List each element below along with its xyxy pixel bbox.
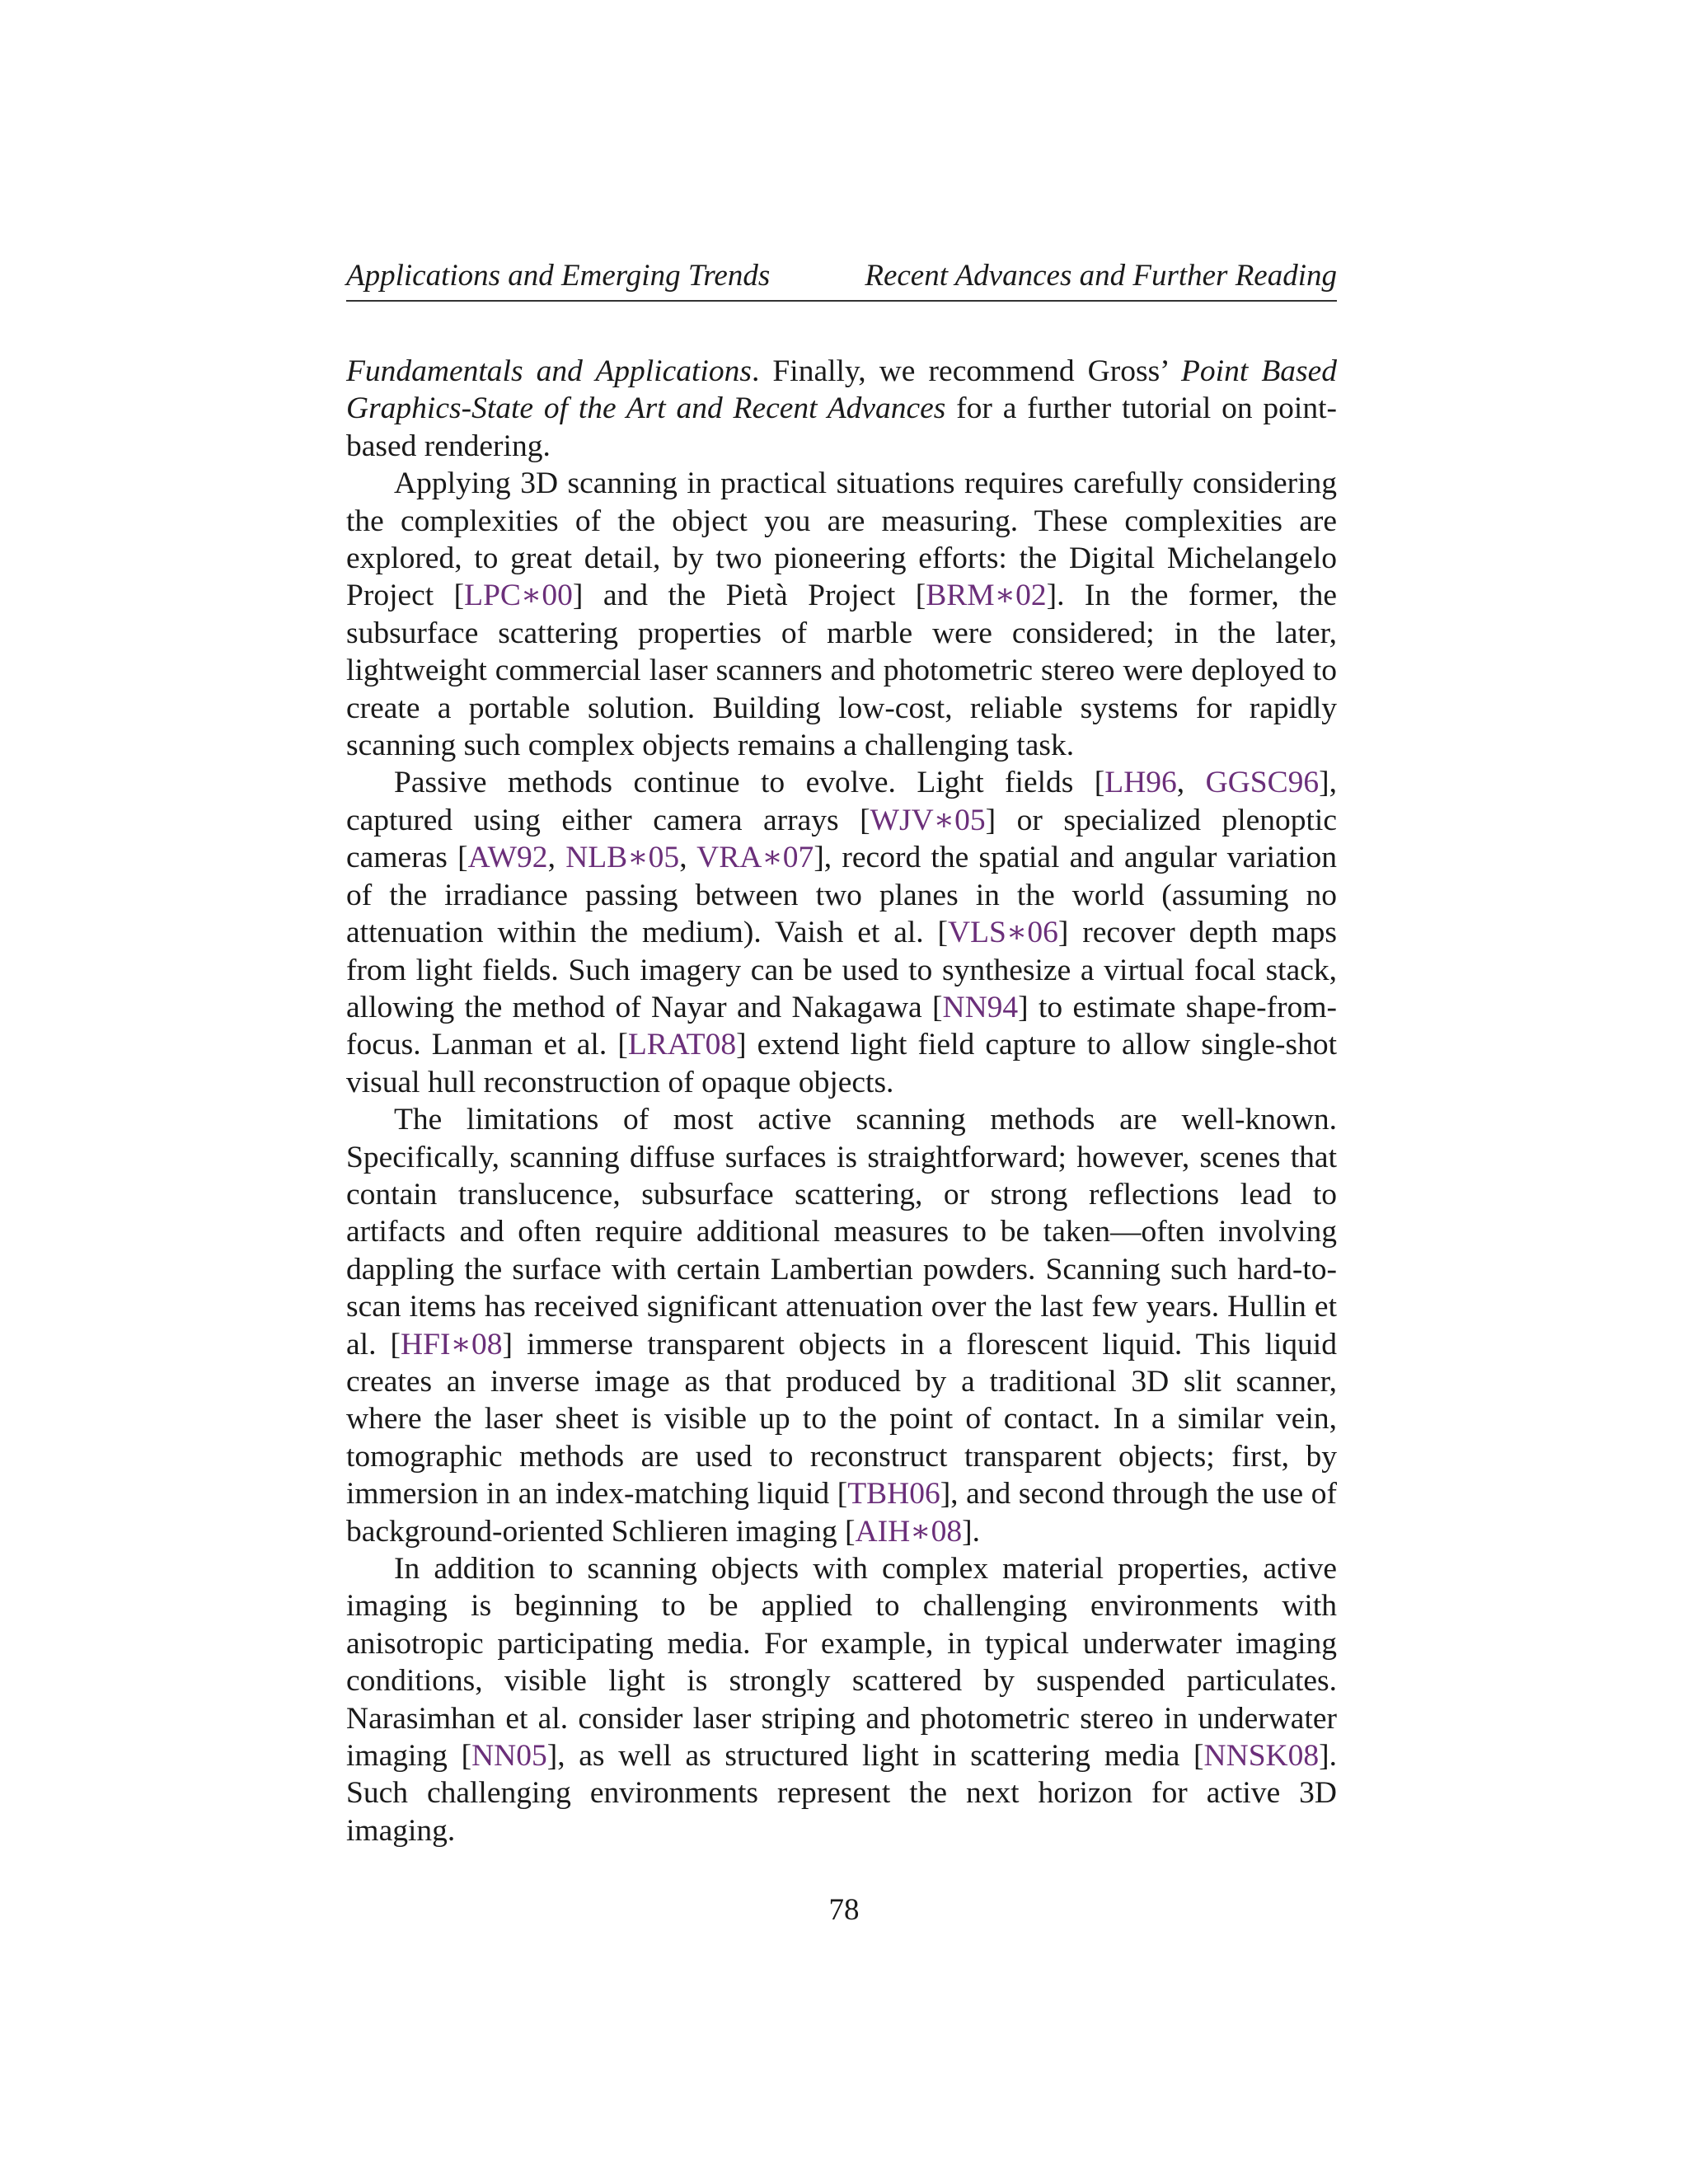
citation-link[interactable]: HFI∗08 xyxy=(401,1327,503,1361)
text-run: Passive methods continue to evolve. Light fields [ xyxy=(394,766,1105,800)
citation-link[interactable]: BRM∗02 xyxy=(926,579,1047,613)
text-run: ] or specialized plenoptic cameras [ xyxy=(346,803,1337,875)
page xyxy=(346,255,1337,1849)
text-run: for a further tutorial on point-based rendering. xyxy=(346,391,1337,463)
citation-link[interactable]: NN05 xyxy=(471,1739,547,1774)
text-run: ], as well as structured light in scattering media [ xyxy=(546,1739,1204,1774)
running-header xyxy=(346,255,1337,302)
text-run: ] extend light field capture to allow single-shot visual hull reconstruction of opaque objects. xyxy=(346,1028,1337,1099)
citation-link[interactable]: VLS∗06 xyxy=(948,916,1058,950)
text-run: In addition to scanning objects with complex material properties, active imaging is beginning to be applied to challenging environments with anisotropic participating media. For example, in typical underwater imaging conditions, visible light is strongly scattered by suspended particulates. Narasimhan et al. consider laser striping and photometric stereo in underwater imaging [ xyxy=(346,1552,1337,1774)
text-run: ] to estimate shape-from-focus. Lanman et al. [ xyxy=(346,990,1337,1062)
text-run: ]. xyxy=(962,1514,981,1549)
citation-link[interactable]: NNSK08 xyxy=(1203,1739,1320,1774)
text-run: , xyxy=(1176,766,1206,800)
text-run: . Finally, we recommend Gross’ xyxy=(751,354,1181,388)
text-run: ] immerse transparent objects in a florescent liquid. This liquid creates an inverse image as that produced by a traditional 3D slit scanner, where the laser sheet is visible up to the point of contact. In a similar vein, tomographic methods are used to reconstruct transparent objects; first, by immersion in an index-matching liquid [ xyxy=(346,1327,1337,1511)
text-run: ]. Such challenging environments represent the next horizon for active 3D imaging. xyxy=(346,1739,1338,1848)
text-run: ], record the spatial and angular variation of the irradiance passing between two planes in the world (assuming no attenuation within the medium). Vaish et al. [ xyxy=(346,841,1338,950)
text-run: Applying 3D scanning in practical situations requires carefully considering the complexities of the object you are measuring. These complexities are explored, to great detail, by two pioneering efforts: the Digital Michelangelo Project [ xyxy=(346,466,1337,613)
citation-link[interactable]: GGSC96 xyxy=(1205,766,1320,800)
citation-link[interactable]: AIH∗08 xyxy=(855,1514,963,1549)
citation-link[interactable]: WJV∗05 xyxy=(870,803,986,837)
text-run: , xyxy=(547,841,566,875)
paragraph-1 xyxy=(346,353,1337,465)
paragraph-2 xyxy=(346,465,1337,764)
text-run: ] recover depth maps from light fields. Such imagery can be used to synthesize a virtual focal stack, allowing the method of Nayar and Nakagawa [ xyxy=(346,916,1337,1024)
citation-link[interactable]: TBH06 xyxy=(847,1477,940,1511)
italic-title: Fundamentals and Applications xyxy=(346,354,752,388)
text-run: The limitations of most active scanning methods are well-known. Specifically, scanning diffuse surfaces is straightforward; however, scenes that contain translucence, subsurface scattering, or strong reflections lead to artifacts and often require additional measures to be taken—often involving dappling the surface with certain Lambertian powders. Scanning such hard-to-scan items has received significant attenuation over the last few years. Hullin et al. [ xyxy=(346,1103,1337,1361)
text-run: ]. In the former, the subsurface scattering properties of marble were considered; in the later, lightweight commercial laser scanners and photometric stereo were deployed to create a portable solution. Building low-cost, reliable systems for rapidly scanning such complex objects remains a challenging task. xyxy=(346,579,1337,763)
citation-link[interactable]: VRA∗07 xyxy=(696,841,814,875)
citation-link[interactable]: NN94 xyxy=(942,990,1019,1024)
body-text xyxy=(346,353,1337,1849)
text-run: ] and the Pietà Project [ xyxy=(572,579,926,613)
citation-link[interactable]: LH96 xyxy=(1104,766,1177,800)
paragraph-5 xyxy=(346,1550,1337,1849)
italic-title: Point Based Graphics-State of the Art and Recent Advances xyxy=(346,354,1337,426)
citation-link[interactable]: LPC∗00 xyxy=(464,579,573,613)
citation-link[interactable]: LRAT08 xyxy=(627,1028,737,1062)
running-header-chapter: Applications and Emerging Trends xyxy=(346,259,771,293)
paragraph-4 xyxy=(346,1101,1337,1550)
text-run: , xyxy=(679,841,697,875)
paragraph-3 xyxy=(346,764,1337,1101)
running-header-section: Recent Advances and Further Reading xyxy=(865,259,1337,293)
page-number: 78 xyxy=(828,1893,860,1927)
text-run: ], captured using either camera arrays [ xyxy=(346,766,1338,837)
citation-link[interactable]: AW92 xyxy=(467,841,548,875)
text-run: ], and second through the use of background-oriented Schlieren imaging [ xyxy=(346,1477,1337,1549)
citation-link[interactable]: NLB∗05 xyxy=(565,841,680,875)
